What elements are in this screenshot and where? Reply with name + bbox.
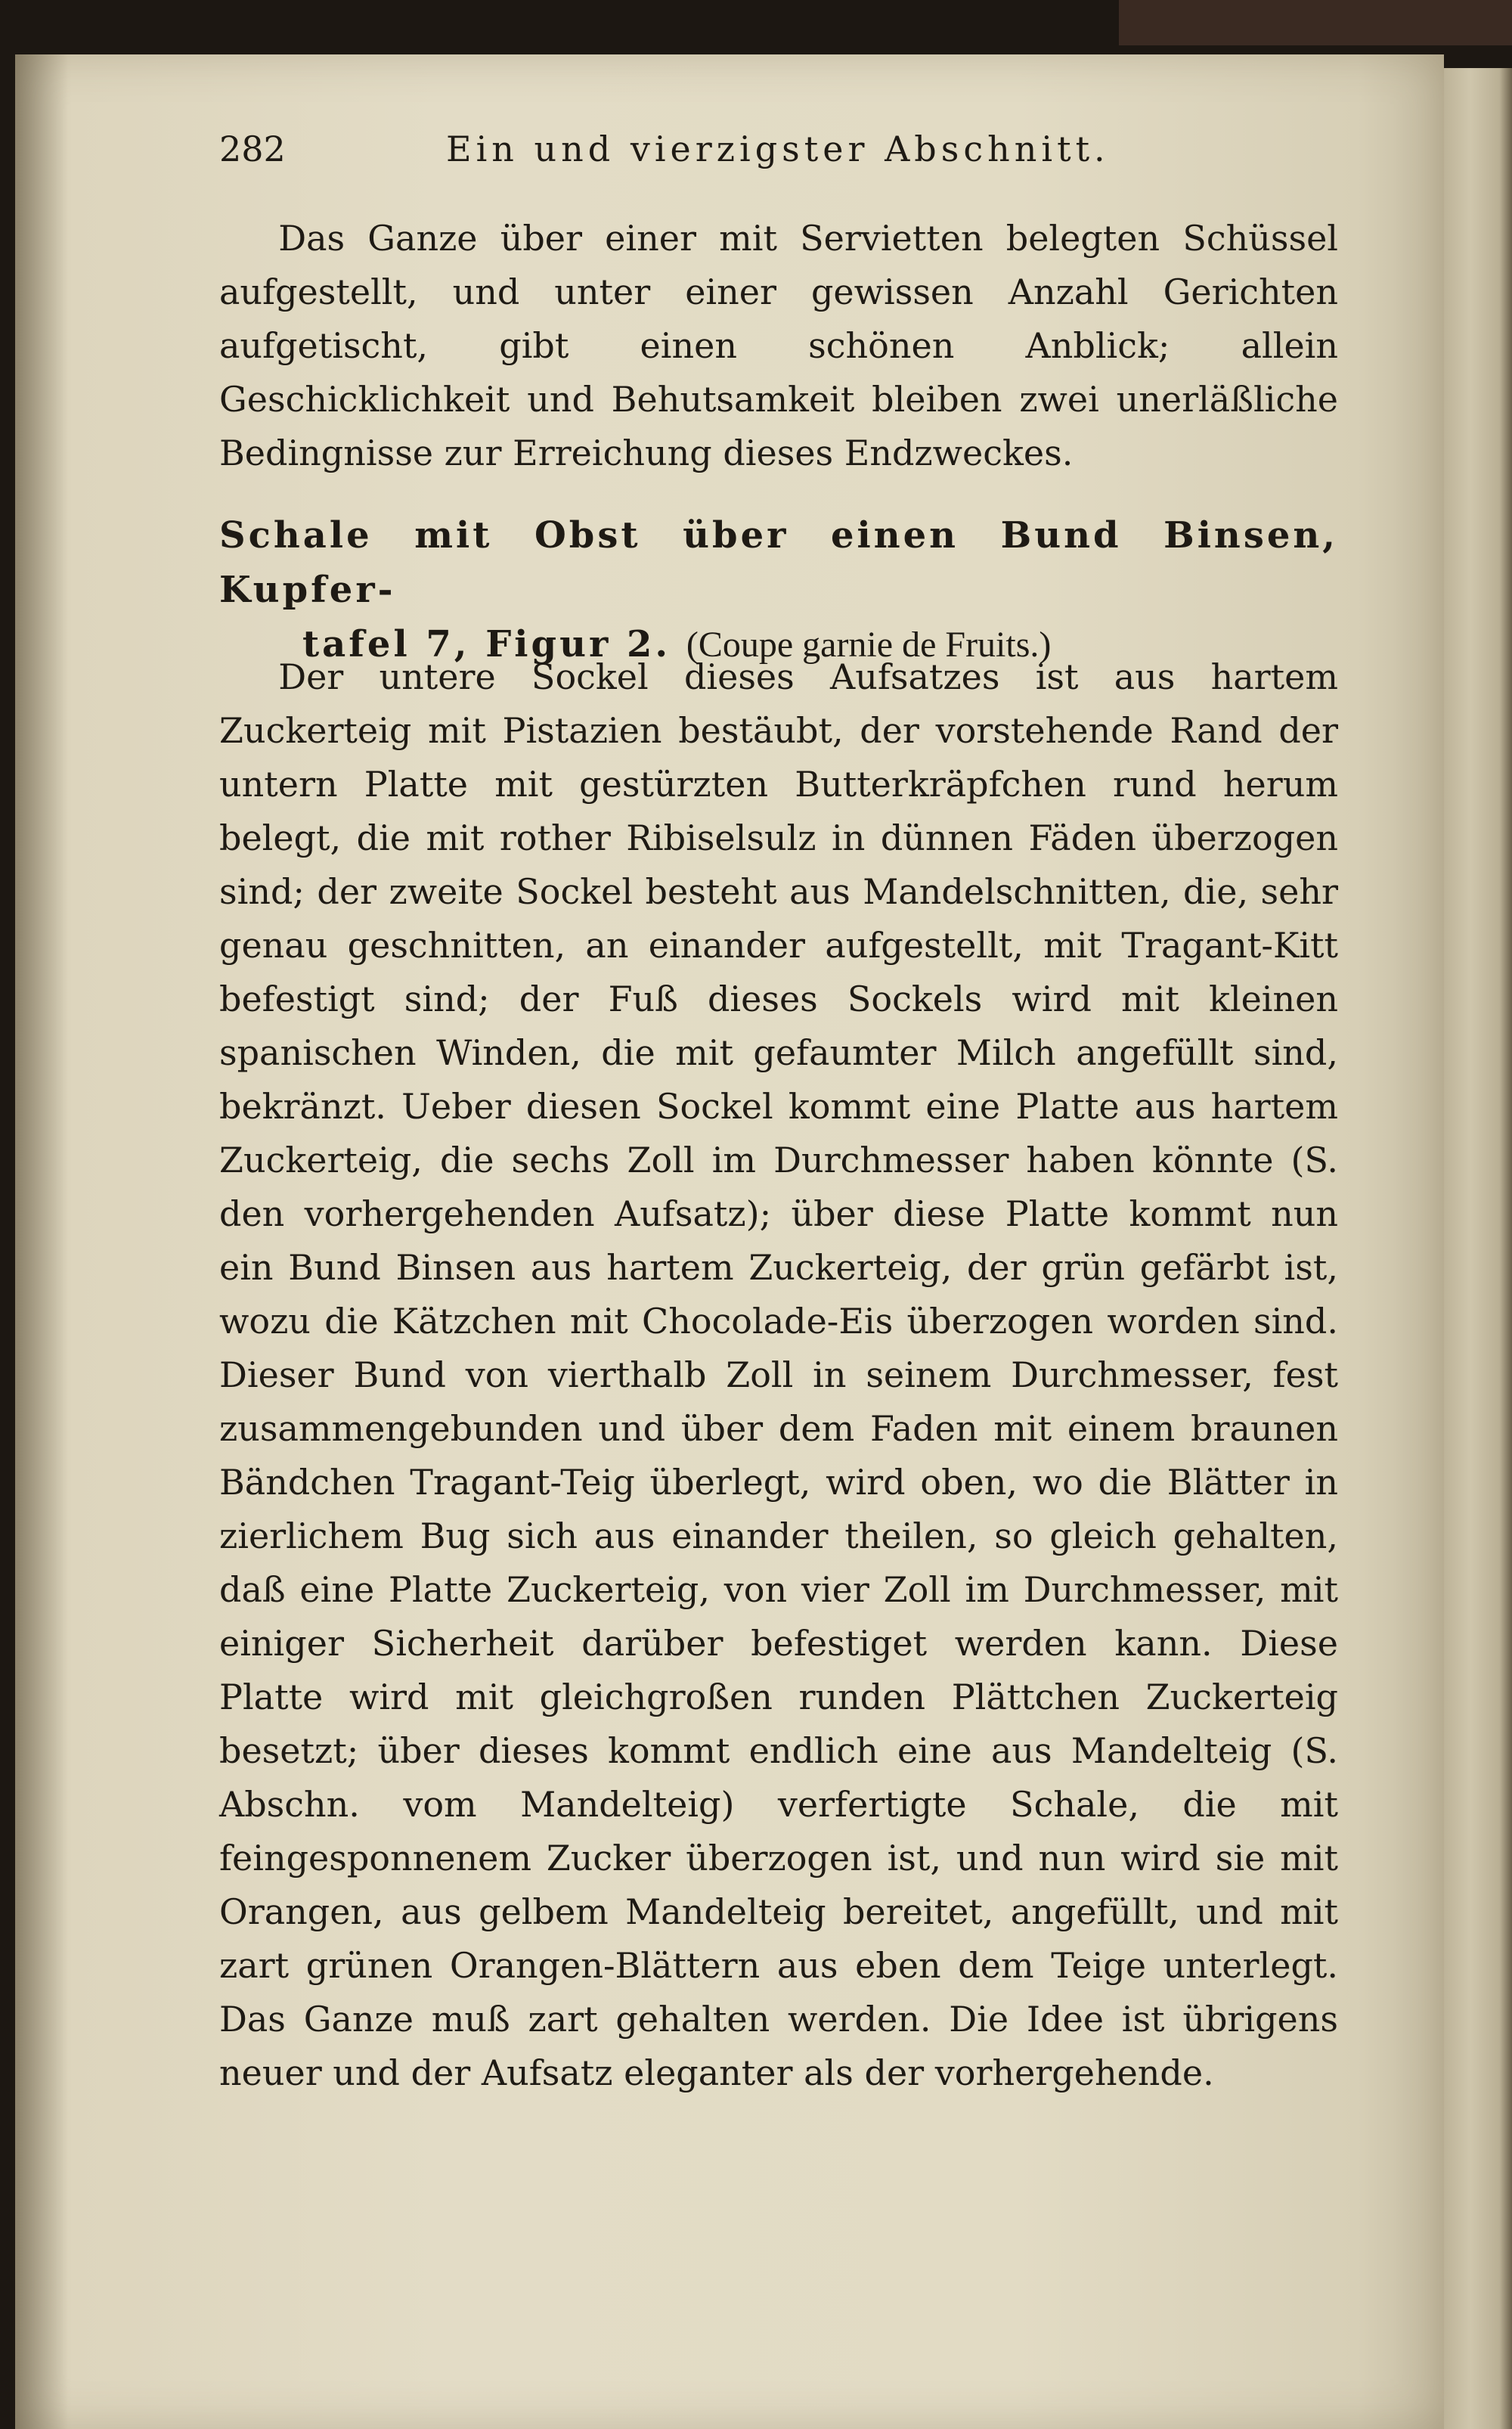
section-body-paragraph: Der untere Sockel dieses Aufsatzes ist aus hartem Zuckerteig mit Pistazien bestäubt, der vorstehende Rand der untern Platte mit gestürzten Butterkräpfchen rund herum belegt, die mit rother Ribiselsulz in dünnen Fäden überzogen sind; der zweite Sockel besteht aus Mandelschnitten, die, sehr genau geschnitten, an einander aufgestellt, mit Tragant-Kitt befestigt sind; der Fuß dieses Sockels wird mit kleinen spanischen Winden, die mit gefaumter Milch angefüllt sind, bekränzt. Ueber diesen Sockel kommt eine Platte aus hartem Zuckerteig, die sechs Zoll im Durchmesser haben könnte (S. den vorhergehenden Aufsatz); über diese Platte kommt nun ein Bund Binsen aus hartem Zuckerteig, der grün gefärbt ist, wozu die Kätzchen mit Chocolade-Eis überzogen worden sind. Dieser Bund von vierthalb Zoll in seinem Durchmesser, fest zusammengebunden und über dem Faden mit einem braunen Bändchen Tragant-Teig überlegt, wird oben, wo die Blätter in zierlichem Bug sich aus einander theilen, so gleich gehalten, daß eine Platte Zuckerteig, von vier Zoll im Durchmesser, mit einiger Sicherheit darüber befestiget werden kann. Diese Platte wird mit gleichgroßen runden Plättchen Zuckerteig besetzt; über dieses kommt endlich eine aus Mandelteig (S. Abschn. vom Mandelteig) verfertigte Schale, die mit feingesponnenem Zucker überzogen ist, und nun wird sie mit Orangen, aus gelbem Mandelteig bereitet, angefüllt, und mit zart grünen Orangen-Blättern aus eben dem Teige unterlegt. Das Ganze muß zart gehalten werden. Die Idee ist übrigens neuer und der Aufsatz eleganter als der vorhergehende. <box>219 656 1338 2093</box>
page-number: 282 <box>219 129 286 169</box>
intro-paragraph: Das Ganze über einer mit Servietten belegten Schüssel aufgestellt, und unter einer gewissen Anzahl Gerichten aufgetischt, gibt einen schönen Anblick; allein Geschicklichkeit und Behutsamkeit bleiben zwei unerläßliche Bedingnisse zur Erreichung dieses Endzweckes. <box>219 218 1338 473</box>
section-heading-line1: Schale mit Obst über einen Bund Binsen, Kupfer- <box>219 514 1338 611</box>
page-header <box>219 129 1338 181</box>
running-title: Ein und vierzigster Abschnitt. <box>446 129 1110 169</box>
section-heading-latin: (Coupe garnie de Fruits.) <box>686 625 1052 665</box>
page-gutter-shadow <box>15 54 68 2429</box>
book-binding <box>1119 0 1512 45</box>
section-heading <box>219 508 1338 672</box>
section-heading-line2: tafel 7, Figur 2. <box>302 623 671 665</box>
